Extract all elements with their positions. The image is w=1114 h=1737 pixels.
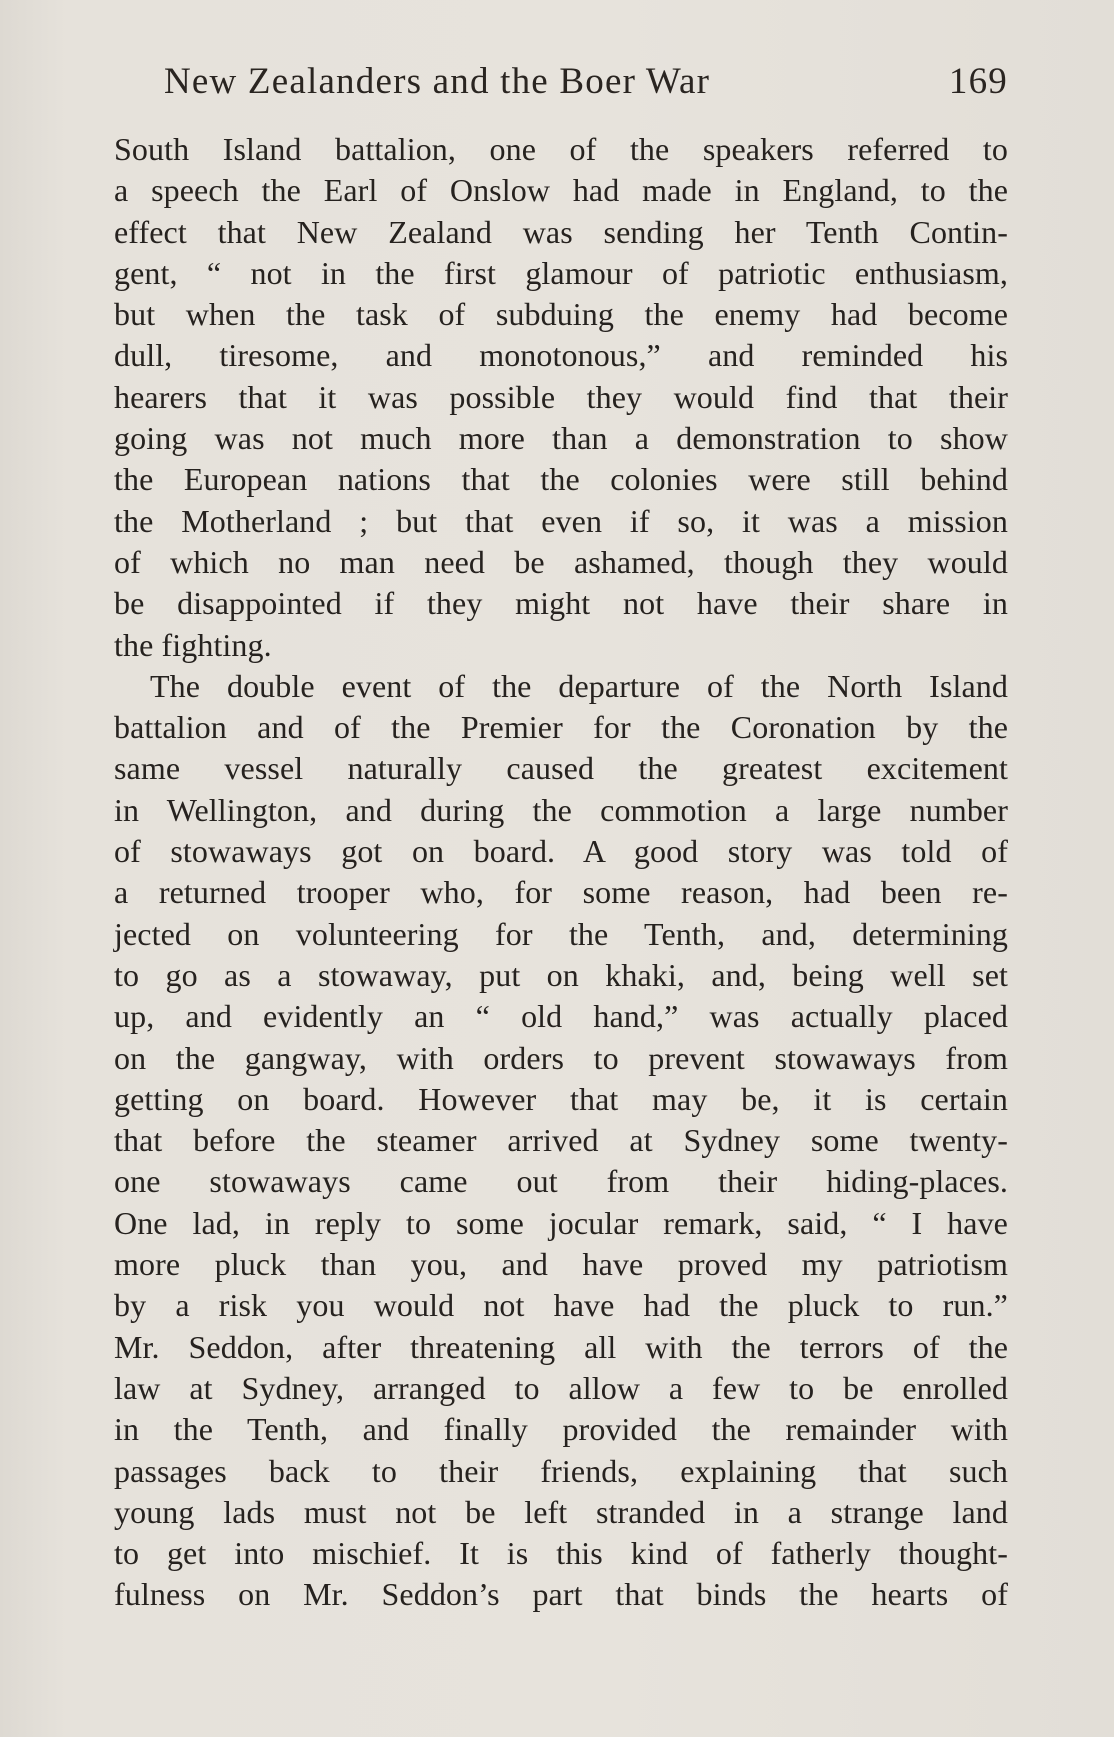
text-line: hearers that it was possible they would find that their [114,378,1008,415]
text-line: battalion and of the Premier for the Coronation by the [114,709,1008,746]
text-line: of which no man need be ashamed, though they would [114,543,1008,580]
text-line: effect that New Zealand was sending her Tenth Contin- [114,213,1008,250]
text-line: to get into mischief. It is this kind of fatherly thought- [114,1535,1008,1572]
text-line: more pluck than you, and have proved my patriotism [114,1246,1008,1283]
paragraph-start-line: The double event of the departure of the North Island [150,667,1008,704]
text-line: to go as a stowaway, put on khaki, and, being well set [114,956,1008,993]
text-line: jected on volunteering for the Tenth, and, determining [114,915,1008,952]
text-line: of stowaways got on board. A good story was told of [114,833,1008,870]
text-line: Mr. Seddon, after threatening all with the terrors of the [114,1328,1008,1365]
text-line: the European nations that the colonies were still behind [114,461,1008,498]
text-line: the Motherland ; but that even if so, it was a mission [114,502,1008,539]
text-line: be disappointed if they might not have their share in [114,585,1008,622]
running-head-title: New Zealanders and the Boer War [164,61,711,102]
text-line: on the gangway, with orders to prevent stowaways from [114,1039,1008,1076]
text-line: law at Sydney, arranged to allow a few to be enrolled [114,1369,1008,1406]
text-line: but when the task of subduing the enemy had become [114,296,1008,333]
text-line: a returned trooper who, for some reason, had been re- [114,874,1008,911]
text-line: in the Tenth, and finally provided the remainder with [114,1411,1008,1448]
running-head [164,60,1008,110]
text-line: One lad, in reply to some jocular remark, said, “ I have [114,1204,1008,1241]
text-line: South Island battalion, one of the speakers referred to [114,131,1008,167]
text-line: dull, tiresome, and monotonous,” and reminded his [114,337,1008,374]
text-line: gent, “ not in the first glamour of patriotic enthusiasm, [114,254,1008,291]
page-number: 169 [948,61,1008,102]
text-line: young lads must not be left stranded in a strange land [114,1493,1008,1530]
text-line: by a risk you would not have had the pluck to run.” [114,1287,1008,1324]
text-line: fulness on Mr. Seddon’s part that binds the hearts of [114,1576,1008,1613]
text-line: a speech the Earl of Onslow had made in England, to the [114,172,1008,209]
text-line: getting on board. However that may be, it is certain [114,1080,1008,1117]
text-line: one stowaways came out from their hiding-places. [114,1163,1008,1200]
text-line: up, and evidently an “ old hand,” was actually placed [114,998,1008,1035]
text-line: the fighting. [114,626,272,663]
text-line: going was not much more than a demonstration to show [114,420,1008,457]
body-text [114,129,1008,1616]
text-line: in Wellington, and during the commotion a large number [114,791,1008,828]
text-line: passages back to their friends, explaining that such [114,1452,1008,1489]
text-line: that before the steamer arrived at Sydney some twenty- [114,1122,1008,1159]
text-line: same vessel naturally caused the greatest excitement [114,750,1008,787]
